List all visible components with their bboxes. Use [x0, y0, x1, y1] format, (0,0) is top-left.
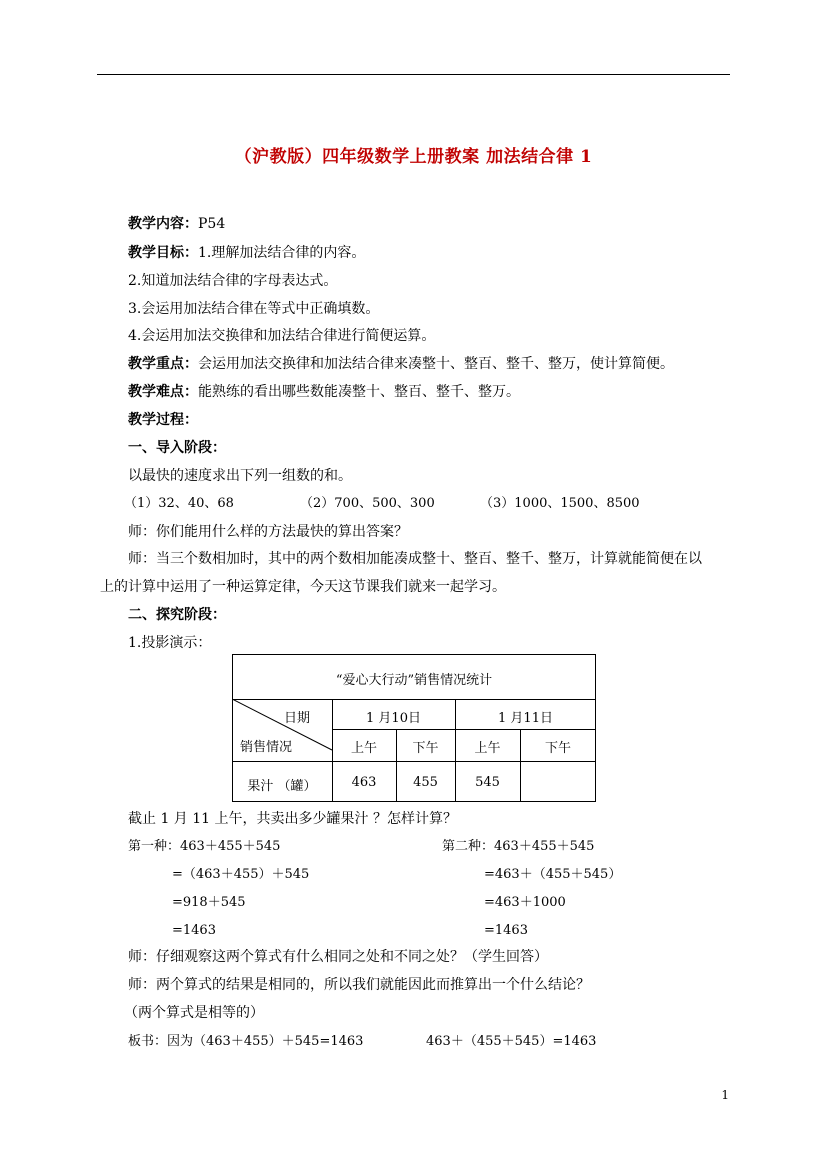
- key-point-value: 会运用加法交换律和加法结合律来凑整十、整百、整千、整万，使计算简便。: [198, 356, 674, 372]
- teacher-question: 师：你们能用什么样的方法最快的算出答案？: [128, 524, 408, 540]
- header-rule: [97, 74, 730, 75]
- difficulty-value: 能熟练的看出哪些数能凑整十、整百、整千、整万。: [198, 384, 520, 400]
- student-answer: （两个算式是相等的）: [124, 1005, 264, 1021]
- page-number: 1: [721, 1088, 729, 1102]
- difficulty-line: [128, 383, 520, 401]
- goal-item: 3.会运用加法结合律在等式中正确填数。: [128, 301, 380, 317]
- method2-step: =1463: [484, 923, 528, 938]
- section1-intro: 以最快的速度求出下列一组数的和。: [128, 468, 352, 484]
- exercise-item: （3）1000、1500、8500: [480, 496, 640, 511]
- key-point-line: [128, 355, 674, 373]
- date-header: 1 月10日: [366, 711, 421, 726]
- table-caption: “爱心大行动”销售情况统计: [335, 673, 493, 688]
- method2-step: =463＋（455＋545）: [484, 867, 622, 882]
- corner-sales-label: 销售情况: [240, 740, 293, 755]
- method2-label: 第二种：463＋455＋545: [442, 839, 595, 854]
- period-header: 上午: [350, 741, 377, 756]
- period-header: 下午: [544, 741, 571, 756]
- date-header: 1 月11日: [498, 711, 553, 726]
- table-value: 545: [475, 775, 500, 790]
- period-header: 上午: [474, 741, 501, 756]
- period-header: 下午: [412, 741, 439, 756]
- exercise-item: （2）700、500、300: [300, 496, 435, 511]
- method1-label: 第一种：463＋455＋545: [128, 839, 281, 854]
- goals-line: [128, 244, 365, 262]
- goal-item: 4.会运用加法交换律和加法结合律进行简便运算。: [128, 328, 436, 344]
- row-label: 果汁 （罐）: [247, 779, 317, 794]
- content-label: 教学内容：: [128, 216, 198, 232]
- table-value: 455: [413, 775, 438, 790]
- method1-step: =918＋545: [172, 895, 246, 910]
- projection-label: 1.投影演示：: [128, 635, 212, 651]
- content-value: P54: [198, 216, 226, 232]
- teacher-explanation-cont: 上的计算中运用了一种运算定律，今天这节课我们就来一起学习。: [100, 579, 506, 595]
- method1-step: =（463＋455）＋545: [172, 867, 310, 882]
- goal-item: 2.知道加法结合律的字母表达式。: [128, 273, 338, 289]
- exercise-item: （1）32、40、68: [124, 496, 234, 511]
- key-point-label: 教学重点：: [128, 356, 198, 372]
- section2-heading: 二、探究阶段：: [128, 607, 226, 623]
- corner-date-label: 日期: [284, 711, 311, 726]
- process-label: 教学过程：: [128, 412, 198, 428]
- difficulty-label: 教学难点：: [128, 384, 198, 400]
- observe-question: 师：仔细观察这两个算式有什么相同之处和不同之处？（学生回答）: [128, 949, 548, 965]
- board-equation-2: 463＋（455＋545）=1463: [426, 1034, 597, 1049]
- table-value: 463: [351, 775, 377, 790]
- goal-item: 1.理解加法结合律的内容。: [198, 245, 366, 261]
- board-equation-1: 板书：因为（463＋455）＋545=1463: [128, 1034, 364, 1049]
- method2-step: =463＋1000: [484, 895, 566, 910]
- teacher-explanation: 师：当三个数相加时，其中的两个数相加能凑成整十、整百、整千、整万，计算就能简便在以: [128, 551, 702, 567]
- calc-question: 截止 1 月 11 上午，共卖出多少罐果汁 ？怎样计算？: [128, 811, 457, 827]
- document-title: （沪教版）四年级数学上册教案 加法结合律 1: [234, 147, 593, 167]
- method1-step: =1463: [172, 923, 216, 938]
- section1-heading: 一、导入阶段：: [128, 440, 226, 456]
- sales-statistics-table: [232, 654, 596, 802]
- goals-label: 教学目标：: [128, 245, 198, 261]
- content-line: [128, 215, 225, 233]
- conclusion-question: 师：两个算式的结果是相同的，所以我们就能因此而推算出一个什么结论？: [128, 977, 590, 993]
